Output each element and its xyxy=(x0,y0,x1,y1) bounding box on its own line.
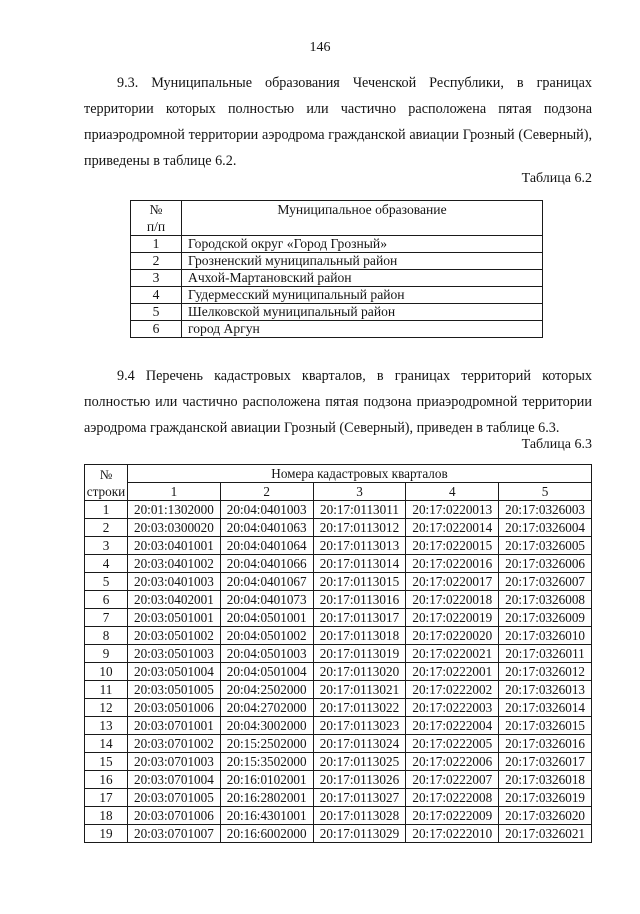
municipality-name: город Аргун xyxy=(182,321,543,338)
cadastral-number: 20:17:0220017 xyxy=(406,573,499,591)
cadastral-number: 20:04:0401067 xyxy=(220,573,313,591)
cadastral-number: 20:17:0222009 xyxy=(406,807,499,825)
municipality-name: Гудермесский муниципальный район xyxy=(182,287,543,304)
cadastral-number: 20:17:0326004 xyxy=(499,519,592,537)
table-row xyxy=(85,555,592,573)
table-row xyxy=(85,573,592,591)
cadastral-number: 20:04:0501002 xyxy=(220,627,313,645)
cadastral-number: 20:17:0222008 xyxy=(406,789,499,807)
row-number: 5 xyxy=(85,573,128,591)
row-number: 12 xyxy=(85,699,128,717)
cadastral-number: 20:17:0222007 xyxy=(406,771,499,789)
cadastral-number: 20:17:0326010 xyxy=(499,627,592,645)
table-column-numbers-row xyxy=(85,483,592,501)
row-number: 3 xyxy=(85,537,128,555)
cadastral-number: 20:17:0222006 xyxy=(406,753,499,771)
municipalities-table-body xyxy=(131,236,543,338)
table-header-row xyxy=(131,201,543,236)
row-number: 5 xyxy=(131,304,182,321)
cadastral-number: 20:17:0220013 xyxy=(406,501,499,519)
cadastral-number: 20:17:0326012 xyxy=(499,663,592,681)
column-number: 3 xyxy=(313,483,406,501)
cadastral-number: 20:04:2702000 xyxy=(220,699,313,717)
cadastral-number: 20:03:0701001 xyxy=(128,717,221,735)
table-row xyxy=(85,699,592,717)
cadastral-number: 20:17:0220014 xyxy=(406,519,499,537)
cadastral-number: 20:17:0222001 xyxy=(406,663,499,681)
cadastral-number: 20:17:0326008 xyxy=(499,591,592,609)
cadastral-number: 20:17:0326013 xyxy=(499,681,592,699)
cadastral-number: 20:03:0501005 xyxy=(128,681,221,699)
cadastral-number: 20:03:0501004 xyxy=(128,663,221,681)
cadastral-number: 20:17:0222003 xyxy=(406,699,499,717)
table-row xyxy=(85,663,592,681)
cadastral-number: 20:17:0220018 xyxy=(406,591,499,609)
cadastral-number: 20:04:2502000 xyxy=(220,681,313,699)
row-number: 2 xyxy=(85,519,128,537)
cadastral-number: 20:17:0326017 xyxy=(499,753,592,771)
table-row xyxy=(85,789,592,807)
table-row xyxy=(85,717,592,735)
cadastral-number: 20:16:4301001 xyxy=(220,807,313,825)
cadastral-number: 20:17:0113029 xyxy=(313,825,406,843)
column-number: 5 xyxy=(499,483,592,501)
row-number: 13 xyxy=(85,717,128,735)
page-number: 146 xyxy=(309,40,331,55)
cadastral-number: 20:03:0701004 xyxy=(128,771,221,789)
cadastral-number: 20:17:0113020 xyxy=(313,663,406,681)
row-number: 4 xyxy=(131,287,182,304)
cadastral-number: 20:17:0220021 xyxy=(406,645,499,663)
header-row-number-line2: строки xyxy=(86,483,126,499)
cadastral-number: 20:17:0113012 xyxy=(313,519,406,537)
table-row xyxy=(85,519,592,537)
cadastral-number: 20:17:0113016 xyxy=(313,591,406,609)
cadastral-number: 20:17:0326014 xyxy=(499,699,592,717)
cadastral-number: 20:17:0113028 xyxy=(313,807,406,825)
cadastral-number: 20:17:0113011 xyxy=(313,501,406,519)
column-number: 2 xyxy=(220,483,313,501)
cadastral-number: 20:03:0501002 xyxy=(128,627,221,645)
cadastral-number: 20:16:6002000 xyxy=(220,825,313,843)
cadastral-number: 20:16:0102001 xyxy=(220,771,313,789)
table-row xyxy=(131,236,543,253)
municipalities-table xyxy=(130,200,543,338)
row-number: 7 xyxy=(85,609,128,627)
row-number: 4 xyxy=(85,555,128,573)
table-row xyxy=(85,501,592,519)
cadastral-number: 20:04:0501001 xyxy=(220,609,313,627)
cadastral-number: 20:17:0113014 xyxy=(313,555,406,573)
cadastral-number: 20:01:1302000 xyxy=(128,501,221,519)
cadastral-number: 20:16:2802001 xyxy=(220,789,313,807)
cadastral-number: 20:17:0326018 xyxy=(499,771,592,789)
cadastral-number: 20:03:0401001 xyxy=(128,537,221,555)
cadastral-number: 20:03:0501006 xyxy=(128,699,221,717)
cadastral-number: 20:17:0220015 xyxy=(406,537,499,555)
header-row-number-line1: № xyxy=(99,466,113,482)
row-number: 6 xyxy=(85,591,128,609)
municipality-name: Ачхой-Мартановский район xyxy=(182,270,543,287)
row-number: 10 xyxy=(85,663,128,681)
column-number: 4 xyxy=(406,483,499,501)
table-row xyxy=(131,270,543,287)
row-number: 11 xyxy=(85,681,128,699)
cadastral-number: 20:17:0326006 xyxy=(499,555,592,573)
cadastral-number: 20:17:0326019 xyxy=(499,789,592,807)
table-row xyxy=(131,304,543,321)
cadastral-number: 20:17:0113021 xyxy=(313,681,406,699)
cadastral-number: 20:04:0501004 xyxy=(220,663,313,681)
cadastral-number: 20:17:0113026 xyxy=(313,771,406,789)
row-number: 1 xyxy=(131,236,182,253)
table-row xyxy=(85,591,592,609)
cadastral-number: 20:03:0300020 xyxy=(128,519,221,537)
cadastral-number: 20:17:0113024 xyxy=(313,735,406,753)
cadastral-table xyxy=(84,464,592,843)
table-row xyxy=(85,627,592,645)
cadastral-number: 20:03:0501001 xyxy=(128,609,221,627)
cadastral-number: 20:17:0220016 xyxy=(406,555,499,573)
cadastral-table-body xyxy=(85,501,592,843)
row-number: 14 xyxy=(85,735,128,753)
paragraph-cadastral: 9.4 Перечень кадастровых кварталов, в границах территорий которых полностью или частично расположена пятая подзона приаэродромной территории аэродрома гражданской авиации Грозный (Северный), приведен в таблице 6.3. xyxy=(84,368,592,436)
row-number: 6 xyxy=(131,321,182,338)
cadastral-number: 20:17:0222002 xyxy=(406,681,499,699)
table-row xyxy=(85,825,592,843)
header-cadastral-group: Номера кадастровых кварталов xyxy=(128,465,592,483)
cadastral-number: 20:04:3002000 xyxy=(220,717,313,735)
header-number xyxy=(131,201,182,236)
cadastral-number: 20:03:0701007 xyxy=(128,825,221,843)
cadastral-number: 20:17:0222005 xyxy=(406,735,499,753)
table-row xyxy=(85,681,592,699)
row-number: 2 xyxy=(131,253,182,270)
cadastral-number: 20:03:0401002 xyxy=(128,555,221,573)
table-row xyxy=(85,645,592,663)
cadastral-number: 20:04:0401063 xyxy=(220,519,313,537)
table-row xyxy=(85,609,592,627)
cadastral-number: 20:17:0326020 xyxy=(499,807,592,825)
cadastral-number: 20:03:0401003 xyxy=(128,573,221,591)
column-number: 1 xyxy=(128,483,221,501)
municipality-name: Городской округ «Город Грозный» xyxy=(182,236,543,253)
cadastral-number: 20:04:0401073 xyxy=(220,591,313,609)
table-row xyxy=(85,771,592,789)
cadastral-number: 20:17:0113018 xyxy=(313,627,406,645)
cadastral-number: 20:03:0701003 xyxy=(128,753,221,771)
cadastral-number: 20:17:0222010 xyxy=(406,825,499,843)
table-row xyxy=(85,735,592,753)
cadastral-number: 20:15:2502000 xyxy=(220,735,313,753)
header-municipality: Муниципальное образование xyxy=(182,201,543,236)
row-number: 15 xyxy=(85,753,128,771)
municipality-name: Шелковской муниципальный район xyxy=(182,304,543,321)
municipality-name: Грозненский муниципальный район xyxy=(182,253,543,270)
table-row xyxy=(85,807,592,825)
cadastral-number: 20:17:0326016 xyxy=(499,735,592,753)
cadastral-number: 20:17:0113027 xyxy=(313,789,406,807)
cadastral-number: 20:17:0220019 xyxy=(406,609,499,627)
cadastral-number: 20:03:0701005 xyxy=(128,789,221,807)
row-number: 1 xyxy=(85,501,128,519)
cadastral-number: 20:17:0326015 xyxy=(499,717,592,735)
cadastral-number: 20:03:0402001 xyxy=(128,591,221,609)
cadastral-number: 20:15:3502000 xyxy=(220,753,313,771)
cadastral-number: 20:17:0326011 xyxy=(499,645,592,663)
cadastral-number: 20:04:0401003 xyxy=(220,501,313,519)
cadastral-number: 20:17:0113019 xyxy=(313,645,406,663)
table-row xyxy=(131,253,543,270)
header-row-number xyxy=(85,465,128,501)
cadastral-number: 20:03:0701002 xyxy=(128,735,221,753)
cadastral-number: 20:17:0113015 xyxy=(313,573,406,591)
row-number: 17 xyxy=(85,789,128,807)
cadastral-number: 20:04:0501003 xyxy=(220,645,313,663)
cadastral-number: 20:17:0326009 xyxy=(499,609,592,627)
table-row xyxy=(131,287,543,304)
row-number: 19 xyxy=(85,825,128,843)
table-6-3-caption: Таблица 6.3 xyxy=(521,437,592,452)
row-number: 3 xyxy=(131,270,182,287)
cadastral-number: 20:17:0113013 xyxy=(313,537,406,555)
table-6-2-caption: Таблица 6.2 xyxy=(521,171,592,186)
header-number-line2: п/п xyxy=(146,219,166,234)
row-number: 16 xyxy=(85,771,128,789)
cadastral-number: 20:03:0501003 xyxy=(128,645,221,663)
cadastral-number: 20:17:0222004 xyxy=(406,717,499,735)
cadastral-number: 20:17:0326003 xyxy=(499,501,592,519)
table-row xyxy=(85,753,592,771)
header-number-line1: № xyxy=(149,202,163,217)
cadastral-number: 20:17:0113025 xyxy=(313,753,406,771)
cadastral-number: 20:03:0701006 xyxy=(128,807,221,825)
row-number: 18 xyxy=(85,807,128,825)
row-number: 9 xyxy=(85,645,128,663)
row-number: 8 xyxy=(85,627,128,645)
cadastral-number: 20:17:0326005 xyxy=(499,537,592,555)
cadastral-number: 20:17:0113022 xyxy=(313,699,406,717)
cadastral-number: 20:17:0326021 xyxy=(499,825,592,843)
cadastral-number: 20:17:0113017 xyxy=(313,609,406,627)
cadastral-number: 20:17:0326007 xyxy=(499,573,592,591)
cadastral-number: 20:04:0401064 xyxy=(220,537,313,555)
cadastral-number: 20:17:0113023 xyxy=(313,717,406,735)
table-header-row xyxy=(85,465,592,483)
table-row xyxy=(131,321,543,338)
table-row xyxy=(85,537,592,555)
cadastral-number: 20:04:0401066 xyxy=(220,555,313,573)
paragraph-municipalities: 9.3. Муниципальные образования Чеченской Республики, в границах территории которых полностью или частично расположена пятая подзона приаэродромной территории аэродрома гражданской авиации Грозный (Северный), приведены в таблице 6.2. xyxy=(84,75,592,169)
cadastral-number: 20:17:0220020 xyxy=(406,627,499,645)
